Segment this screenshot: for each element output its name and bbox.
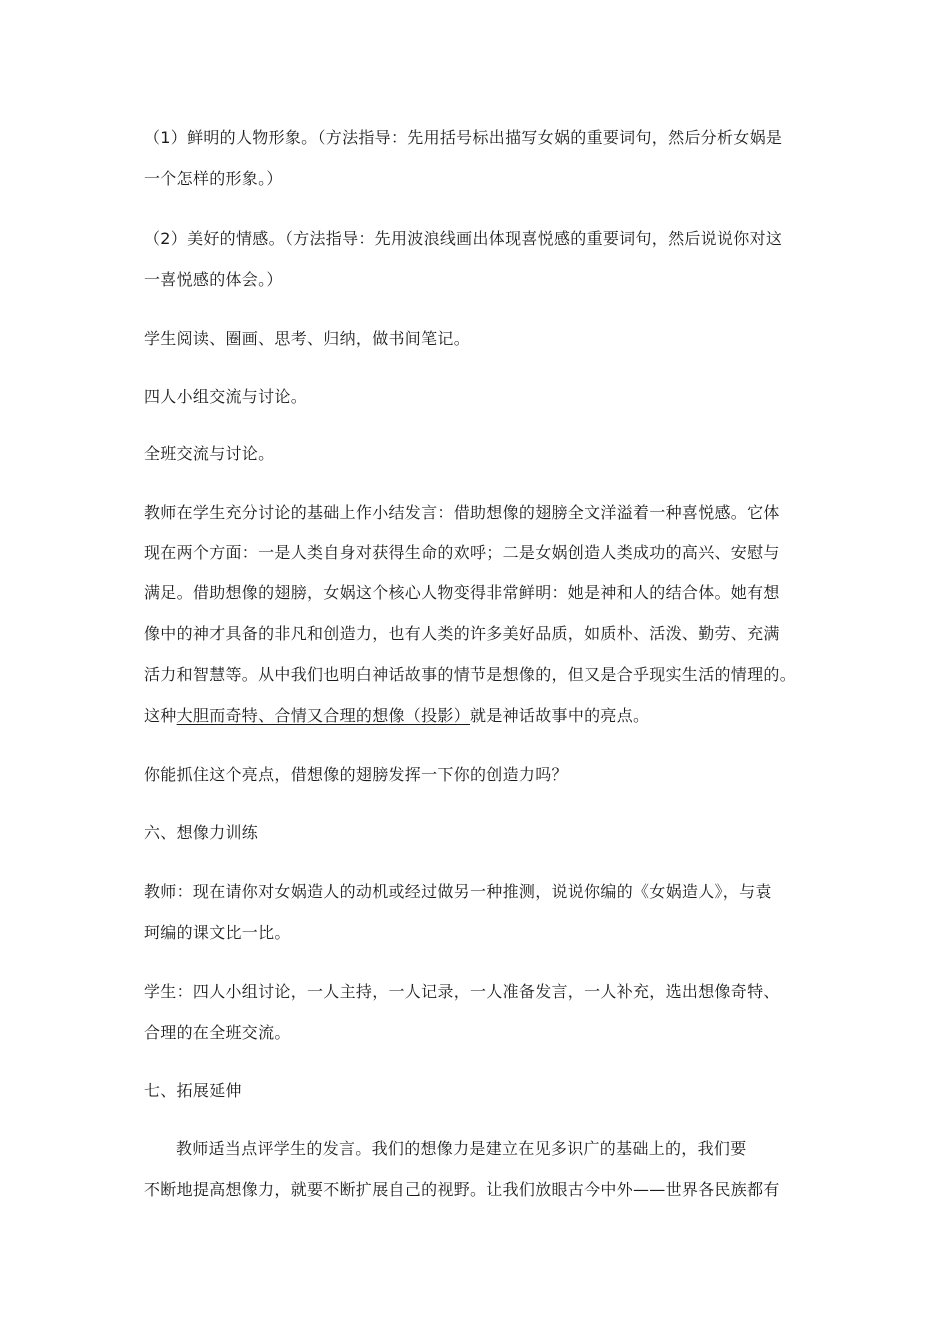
text-line-method-1-cont: 一个怎样的形象。） [144,169,283,188]
text-line-teacher-summary-3: 满足。借助想像的翅膀，女娲这个核心人物变得非常鲜明：她是神和人的结合体。她有想 [144,583,780,602]
summary-after: 就是神话故事中的亮点。 [470,706,650,725]
text-line-teacher-summary-2: 现在两个方面：一是人类自身对获得生命的欢呼；二是女娲创造人类成功的高兴、安慰与 [144,543,780,562]
section-heading-extension: 七、拓展延伸 [144,1081,242,1100]
text-line-teacher-task-1: 教师：现在请你对女娲造人的动机或经过做另一种推测，说说你编的《女娲造人》，与袁 [144,882,772,901]
text-line-student-task-1: 学生：四人小组讨论，一人主持，一人记录，一人准备发言，一人补充，选出想像奇特、 [144,982,780,1001]
text-line-teacher-summary-5: 活力和智慧等。从中我们也明白神话故事的情节是想像的，但又是合乎现实生活的情理的。 [144,665,797,684]
summary-underlined-phrase: 大胆而奇特、合情又合理的想像（投影） [176,706,471,725]
text-line-student-task-2: 合理的在全班交流。 [144,1023,291,1042]
text-line-teacher-summary-1: 教师在学生充分讨论的基础上作小结发言：借助想像的翅膀全文洋溢着一种喜悦感。它体 [144,503,780,522]
text-line-teacher-summary-6 [144,706,649,726]
text-line-group-discussion: 四人小组交流与讨论。 [144,387,308,406]
text-line-method-1: （1）鲜明的人物形象。（方法指导：先用括号标出描写女娲的重要词句，然后分析女娲是 [144,128,783,147]
text-line-extension-2: 不断地提高想像力，就要不断扩展自己的视野。让我们放眼古今中外——世界各民族都有 [144,1180,780,1199]
text-line-method-2: （2）美好的情感。（方法指导：先用波浪线画出体现喜悦感的重要词句，然后说说你对这 [144,229,783,248]
text-line-teacher-summary-4: 像中的神才具备的非凡和创造力，也有人类的许多美好品质，如质朴、活泼、勤劳、充满 [144,624,780,643]
text-line-teacher-task-2: 珂编的课文比一比。 [144,923,291,942]
text-line-student-reading: 学生阅读、圈画、思考、归纳，做书间笔记。 [144,329,471,348]
text-line-extension-1: 教师适当点评学生的发言。我们的想像力是建立在见多识广的基础上的，我们要 [176,1139,747,1158]
text-line-class-discussion: 全班交流与讨论。 [144,444,275,463]
text-line-question: 你能抓住这个亮点，借想像的翅膀发挥一下你的创造力吗？ [144,765,568,784]
section-heading-imagination-training: 六、想像力训练 [144,823,259,842]
summary-before: 这种 [144,706,177,725]
text-line-method-2-cont: 一喜悦感的体会。） [144,270,283,289]
